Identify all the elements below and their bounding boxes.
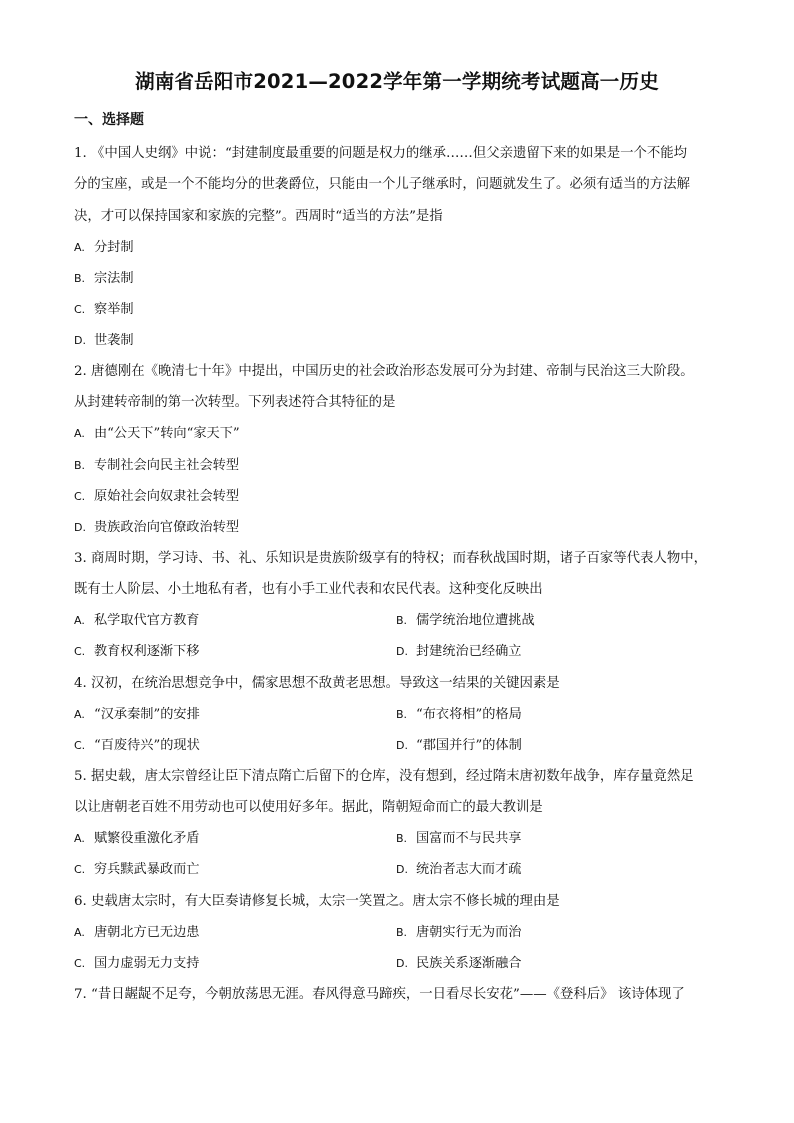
q2-option-d: D. 贵族政治向官僚政治转型: [74, 520, 240, 535]
q3-option-c: C. 教育权利逐渐下移: [74, 644, 200, 659]
section-heading: 一、选择题: [74, 112, 144, 128]
question-1-line-1: 1. 《中国人史纲》中说：“封建制度最重要的问题是权力的继承……但父亲遗留下来的如果是一个不能均: [74, 146, 688, 161]
question-6-line-1: 6. 史载唐太宗时，有大臣奏请修复长城，太宗一笑置之。唐太宗不修长城的理由是: [74, 894, 560, 909]
q3-option-b: B. 儒学统治地位遭挑战: [396, 613, 535, 628]
question-2-line-2: 从封建转帝制的第一次转型。下列表述符合其特征的是: [74, 395, 396, 410]
q1-option-c: C. 察举制: [74, 302, 134, 317]
q1-option-d: D. 世袭制: [74, 333, 134, 348]
question-5-line-1: 5. 据史载，唐太宗曾经让臣下清点隋亡后留下的仓库，没有想到，经过隋末唐初数年战争，库存量竟然足: [74, 769, 694, 784]
q6-option-a: A. 唐朝北方已无边患: [74, 925, 200, 940]
q6-option-b: B. 唐朝实行无为而治: [396, 925, 522, 940]
question-3-line-1: 3. 商周时期，学习诗、书、礼、乐知识是贵族阶级享有的特权；而春秋战国时期，诸子百家等代表人物中，: [74, 551, 707, 566]
q5-option-d: D. 统治者志大而才疏: [396, 862, 522, 877]
q6-option-d: D. 民族关系逐渐融合: [396, 956, 522, 971]
q5-option-b: B. 国富而不与民共享: [396, 831, 522, 846]
q5-option-a: A. 赋繁役重激化矛盾: [74, 831, 200, 846]
q2-option-b: B. 专制社会向民主社会转型: [74, 458, 240, 473]
question-4-line-1: 4. 汉初，在统治思想竞争中，儒家思想不敌黄老思想。导致这一结果的关键因素是: [74, 676, 560, 691]
q4-option-c: C. “百废待兴”的现状: [74, 738, 200, 753]
q5-option-c: C. 穷兵黩武暴政而亡: [74, 862, 200, 877]
q6-option-c: C. 国力虚弱无力支持: [74, 956, 200, 971]
q2-option-c: C. 原始社会向奴隶社会转型: [74, 489, 240, 504]
q3-option-d: D. 封建统治已经确立: [396, 644, 522, 659]
q4-option-a: A. “汉承秦制”的安排: [74, 707, 200, 722]
q4-option-d: D. “郡国并行”的体制: [396, 738, 522, 753]
question-3-line-2: 既有士人阶层、小土地私有者，也有小手工业代表和农民代表。这种变化反映出: [74, 582, 543, 597]
q1-option-a: A. 分封制: [74, 240, 134, 255]
q3-option-a: A. 私学取代官方教育: [74, 613, 200, 628]
q4-option-b: B. “布衣将相”的格局: [396, 707, 522, 722]
page-title: 湖南省岳阳市2021—2022学年第一学期统考试题高一历史: [135, 70, 659, 93]
q2-option-a: A. 由“公天下”转向“家天下”: [74, 426, 240, 441]
question-5-line-2: 以让唐朝老百姓不用劳动也可以使用好多年。据此，隋朝短命而亡的最大教训是: [74, 800, 543, 815]
question-1-line-3: 决，才可以保持国家和家族的完整”。西周时“适当的方法”是指: [74, 209, 443, 224]
question-1-line-2: 分的宝座，或是一个不能均分的世袭爵位，只能由一个儿子继承时，问题就发生了。必须有适当的方法解: [74, 177, 690, 192]
question-2-line-1: 2. 唐德刚在《晚清七十年》中提出，中国历史的社会政治形态发展可分为封建、帝制与民治这三大阶段。: [74, 364, 694, 379]
q1-option-b: B. 宗法制: [74, 271, 134, 286]
question-7-line-1: 7. “昔日龌龊不足夸，今朝放荡思无涯。春风得意马蹄疾，一日看尽长安花”——《登科后》 该诗体现了: [74, 987, 685, 1002]
